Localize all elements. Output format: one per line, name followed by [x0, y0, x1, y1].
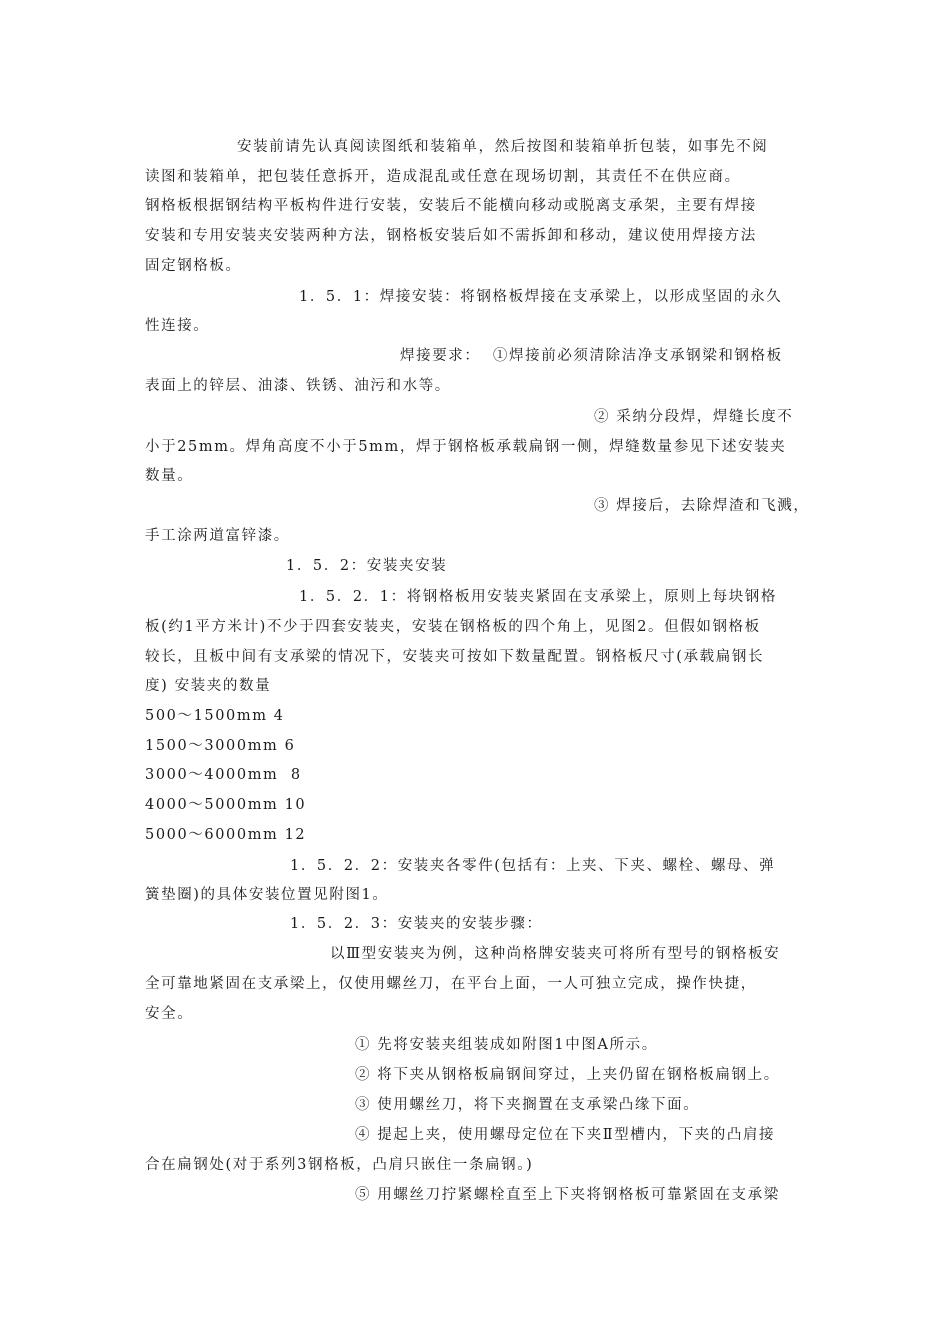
weld-requirement-3-continued: 手工涂两道富锌漆。 [145, 528, 290, 544]
intro-line-1: 安装前请先认真阅读图纸和装箱单，然后按图和装箱单折包装，如事先不阅 [237, 139, 769, 155]
size-row-1: 500～1500mm 4 [145, 708, 285, 724]
intro-line-2: 读图和装箱单，把包装任意拆开，造成混乱或任意在现场切割，其责任不在供应商。 [145, 169, 741, 185]
section-1-5-2-3-heading: 1．5．2．3：安装夹的安装步骤： [290, 916, 543, 932]
weld-requirement-2-end: 数量。 [145, 468, 194, 484]
step-5: ⑤ 用螺丝刀拧紧螺栓直至上下夹将钢格板可靠紧固在支承梁 [355, 1187, 780, 1203]
method-line-2: 安装和专用安装夹安装两种方法，钢格板安装后如不需拆卸和移动，建议使用焊接方法 [145, 228, 757, 244]
section-1-5-1-continued: 性连接。 [145, 318, 210, 334]
section-1-5-2-2-continued: 簧垫圈)的具体安装位置见附图1。 [145, 887, 389, 903]
size-row-4: 4000～5000mm 10 [145, 797, 307, 813]
example-line-2: 全可靠地紧固在支承梁上，仅使用螺丝刀，在平台上面，一人可独立完成，操作快捷， [145, 976, 757, 992]
size-row-2: 1500～3000mm 6 [145, 738, 296, 754]
example-line-1: 以Ⅲ型安装夹为例，这种尚格牌安装夹可将所有型号的钢格板安 [330, 946, 781, 962]
weld-requirement-1-continued: 表面上的锌层、油漆、铁锈、油污和水等。 [145, 378, 451, 394]
section-1-5-2-heading: 1．5．2：安装夹安装 [286, 558, 448, 574]
section-1-5-2-1-heading: 1．5．2．1：将钢格板用安装夹紧固在支承梁上，原则上每块钢格 [299, 589, 777, 605]
size-table-header: 度) 安装夹的数量 [145, 678, 272, 694]
weld-requirement-3: ③ 焊接后，去除焊渣和飞溅， [594, 498, 810, 514]
example-line-3: 安全。 [145, 1006, 194, 1022]
weld-requirement-1: 焊接要求： ①焊接前必须清除洁净支承钢梁和钢格板 [400, 348, 783, 364]
section-1-5-2-1-line-2: 板(约1平方米计)不少于四套安装夹，安装在钢格板的四个角上，见图2。但假如钢格板 [145, 619, 761, 635]
step-2: ② 将下夹从钢格板扁钢间穿过，上夹仍留在钢格板扁钢上。 [355, 1067, 780, 1083]
step-4-continued: 合在扁钢处(对于系列3钢格板，凸肩只嵌住一条扁钢。) [145, 1157, 534, 1173]
size-row-5: 5000～6000mm 12 [145, 827, 307, 843]
step-3: ③ 使用螺丝刀，将下夹搁置在支承梁凸缘下面。 [355, 1097, 700, 1113]
weld-requirement-2-continued: 小于25mm。焊角高度不小于5mm，焊于钢格板承载扁钢一侧，焊缝数量参见下述安装夹 [145, 439, 787, 455]
step-1: ① 先将安装夹组装成如附图1中图A所示。 [355, 1037, 658, 1053]
size-row-3: 3000～4000mm 8 [145, 767, 302, 783]
method-line-1: 钢格板根据钢结构平板构件进行安装，安装后不能横向移动或脱离支承架，主要有焊接 [145, 198, 757, 214]
section-1-5-2-2-heading: 1．5．2．2：安装夹各零件(包括有：上夹、下夹、螺栓、螺母、弹 [290, 858, 776, 874]
step-4: ④ 提起上夹，使用螺母定位在下夹Ⅱ型槽内，下夹的凸肩接 [355, 1127, 776, 1143]
section-1-5-1-heading: 1．5．1：焊接安装：将钢格板焊接在支承梁上，以形成坚固的永久 [299, 289, 783, 305]
section-1-5-2-1-line-3: 较长，且板中间有支承梁的情况下，安装夹可按如下数量配置。钢格板尺寸(承载扁钢长 [145, 649, 765, 665]
method-line-3: 固定钢格板。 [145, 258, 242, 274]
weld-requirement-2: ② 采纳分段焊，焊缝长度不 [594, 409, 794, 425]
